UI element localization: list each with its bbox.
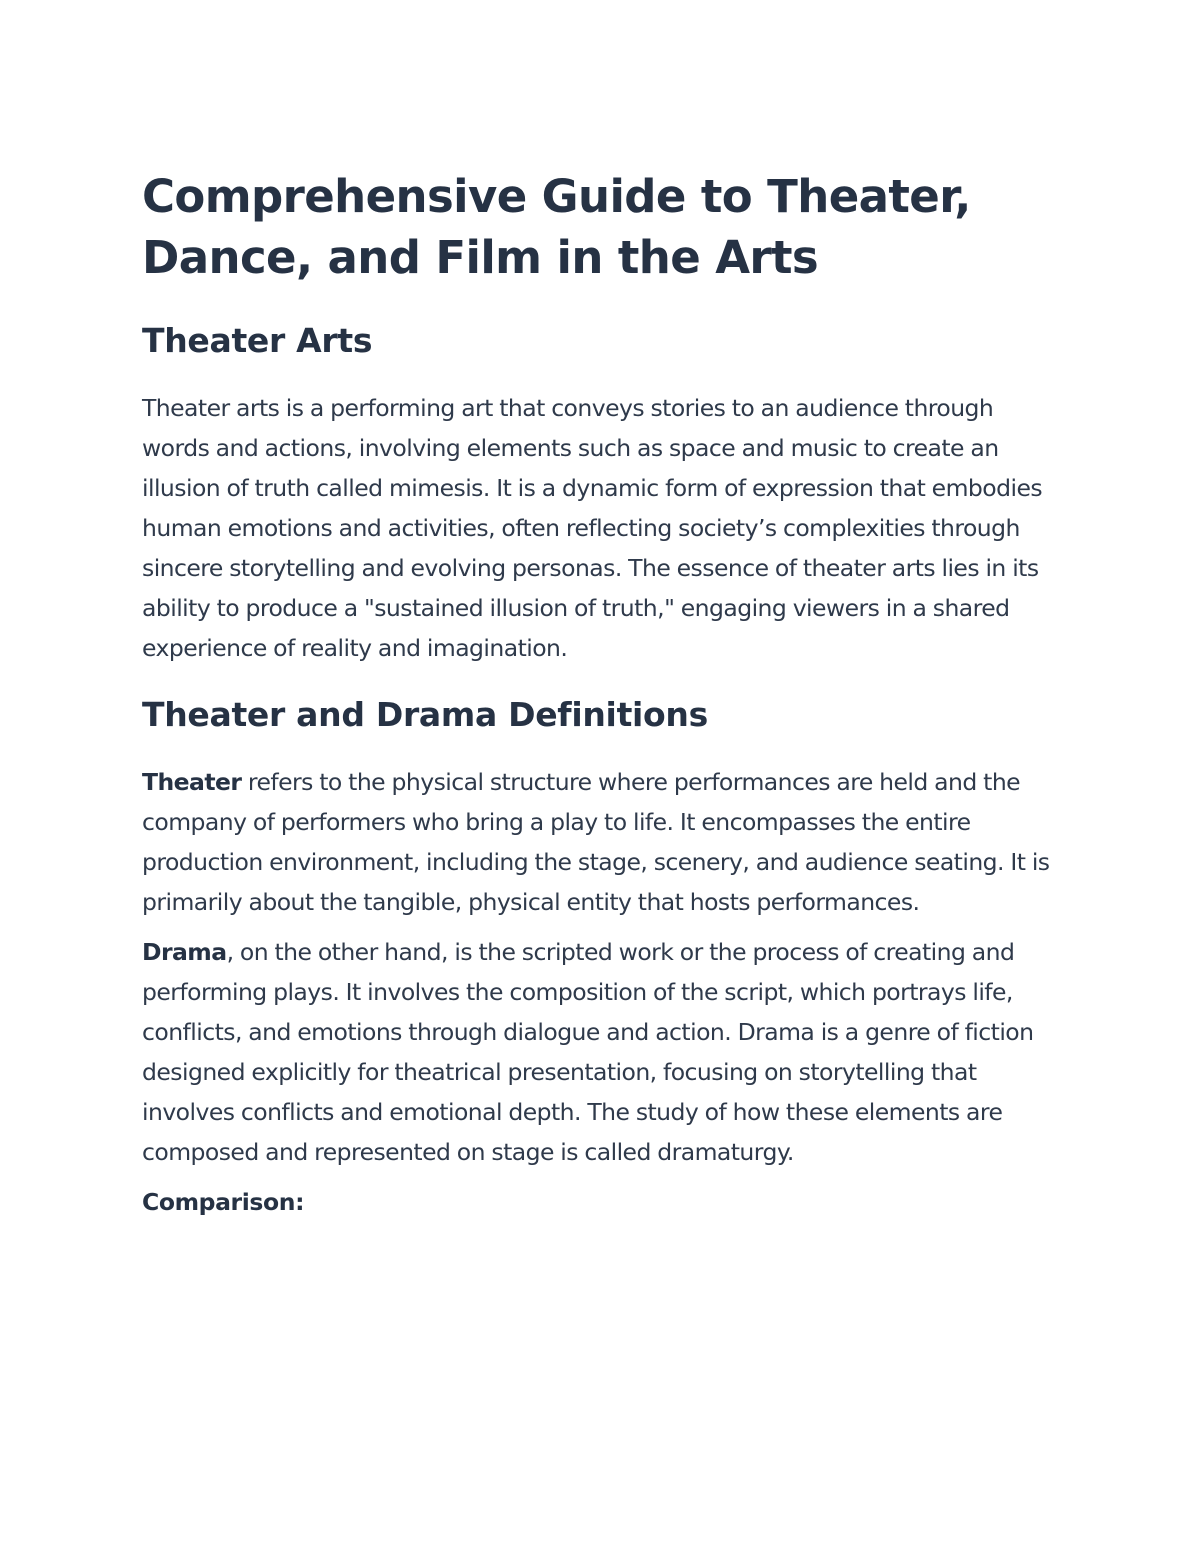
heading-theater-arts: Theater Arts (142, 321, 373, 360)
comparison-label: Comparison: (142, 1188, 305, 1216)
term-drama: Drama (142, 938, 227, 966)
term-theater: Theater (142, 768, 242, 796)
drama-definition-text: , on the other hand, is the scripted work or the process of creating and performing plays. It involves the composition of the script, which portrays life, conflicts, and emotions through dialogue and action. Drama is a genre of fiction designed explicitly for theatrical presentation, focusing on storytelling that involves conflicts and emotional depth. The study of how these elements are composed and represented on stage is called dramaturgy. (142, 938, 1034, 1166)
document-title: Comprehensive Guide to Theater, Dance, and Film in the Arts (142, 170, 971, 284)
paragraph-theater-definition (142, 762, 1062, 922)
theater-definition-text: refers to the physical structure where performances are held and the company of performers who bring a play to life. It encompasses the entire production environment, including the stage, scenery, and audience seating. It is primarily about the tangible, physical entity that hosts performances. (142, 768, 1050, 916)
paragraph-drama-definition (142, 932, 1062, 1172)
heading-theater-drama-definitions: Theater and Drama Definitions (142, 695, 708, 734)
paragraph-theater-arts: Theater arts is a performing art that conveys stories to an audience through words and actions, involving elements such as space and music to create an illusion of truth called mimesis. It is a dynamic form of expression that embodies human emotions and activities, often reflecting society’s complexities through sincere storytelling and evolving personas. The essence of theater arts lies in its ability to produce a "sustained illusion of truth," engaging viewers in a shared experience of reality and imagination. (142, 394, 1043, 662)
document-page (142, 166, 1062, 1222)
